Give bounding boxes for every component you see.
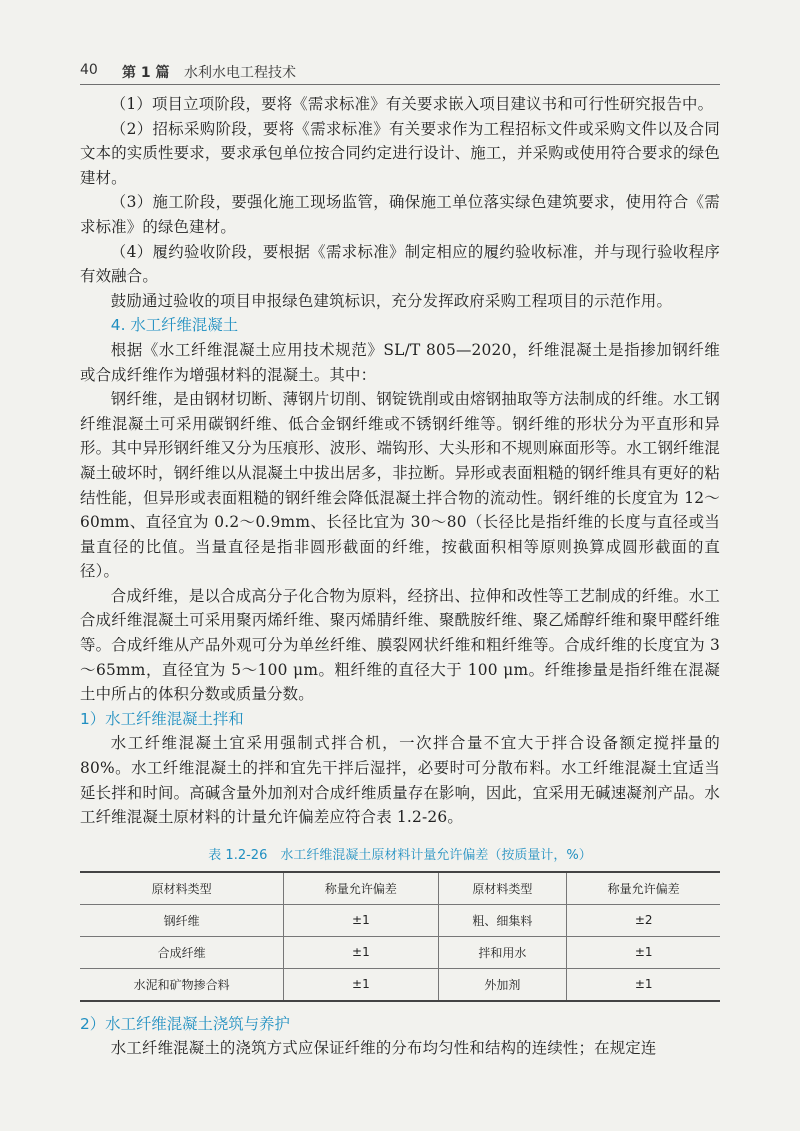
paragraph-steel-fiber: 钢纤维，是由钢材切断、薄钢片切削、钢锭铣削或由熔钢抽取等方法制成的纤维。水工钢纤维混凝土可采用碳钢纤维、低合金钢纤维或不锈钢纤维等。钢纤维的形状分为平直形和异形。其中异形钢纤维又分为压痕形、波形、端钩形、大头形和不规则麻面形等。水工钢纤维混凝土破坏时，钢纤维以从混凝土中拔出居多，非拉断。异形或表面粗糙的钢纤维具有更好的粘结性能，但异形或表面粗糙的钢纤维会降低混凝土拌合物的流动性。钢纤维的长度宜为 12～60mm、直径宜为 0.2～0.9mm、长径比宜为 30～80（长径比是指纤维的长度与直径或当量直径的比值。当量直径是指非圆形截面的纤维，按截面积相等原则换算成圆形截面的直径）。 xyxy=(80,390,720,581)
page-number: 40 xyxy=(80,62,98,78)
paragraph-stage-3: （3）施工阶段，要强化施工现场监管，确保施工单位落实绿色建筑要求，使用符合《需求标准》的绿色建材。 xyxy=(80,193,720,236)
table-cell: ±1 xyxy=(284,936,438,968)
column-header: 原材料类型 xyxy=(80,872,284,905)
table-row xyxy=(80,904,720,936)
table-caption: 表 1.2-26 水工纤维混凝土原材料计量允许偏差（按质量计，%） xyxy=(208,847,592,863)
table-cell: ±2 xyxy=(567,904,720,936)
tolerance-table xyxy=(80,871,720,1002)
paragraph-definition: 根据《水工纤维混凝土应用技术规范》SL/T 805—2020，纤维混凝土是指掺加钢纤维或合成纤维作为增强材料的混凝土。其中： xyxy=(80,340,720,384)
page-body xyxy=(80,92,720,1061)
part-label: 第 1 篇 xyxy=(122,65,170,81)
table-cell: 外加剂 xyxy=(438,968,567,1001)
table-header-row xyxy=(80,872,720,905)
paragraph-synthetic-fiber: 合成纤维，是以合成高分子化合物为原料，经挤出、拉伸和改性等工艺制成的纤维。水工合成纤维混凝土可采用聚丙烯纤维、聚丙烯腈纤维、聚酰胺纤维、聚乙烯醇纤维和聚甲醛纤维等。合成纤维从产品外观可分为单丝纤维、膜裂网状纤维和粗纤维等。合成纤维的长度宜为 3～65mm，直径宜为 5～100 μm。粗纤维的直径大于 100 μm。纤维掺量是指纤维在混凝土中所占的体积分数或质量分数。 xyxy=(80,586,720,704)
header-divider xyxy=(80,84,720,85)
paragraph-mixing: 水工纤维混凝土宜采用强制式拌合机，一次拌合量不宜大于拌合设备额定搅拌量的 80%。水工纤维混凝土的拌和宜先干拌后湿拌，必要时可分散布料。水工纤维混凝土宜适当延长拌和时间。高碱含量外加剂对合成纤维质量存在影响，因此，宜采用无碱速凝剂产品。水工纤维混凝土原材料的计量允许偏差应符合表 1.2-26。 xyxy=(80,734,720,827)
column-header: 称量允许偏差 xyxy=(567,872,720,905)
section-heading-fiber-concrete: 4. 水工纤维混凝土 xyxy=(110,316,239,335)
paragraph-encouragement: 鼓励通过验收的项目申报绿色建筑标识，充分发挥政府采购工程项目的示范作用。 xyxy=(110,291,673,310)
table-row xyxy=(80,968,720,1001)
table-cell: 水泥和矿物掺合料 xyxy=(80,968,284,1001)
table-row xyxy=(80,936,720,968)
book-section-title: 水利水电工程技术 xyxy=(184,65,296,81)
paragraph-stage-4: （4）履约验收阶段，要根据《需求标准》制定相应的履约验收标准，并与现行验收程序有效融合。 xyxy=(80,242,720,286)
paragraph-stage-1: （1）项目立项阶段，要将《需求标准》有关要求嵌入项目建议书和可行性研究报告中。 xyxy=(110,95,714,113)
table-cell: 合成纤维 xyxy=(80,936,284,968)
subheading-mixing: 1）水工纤维混凝土拌和 xyxy=(80,709,244,728)
table-cell: 粗、细集料 xyxy=(438,904,567,936)
column-header: 称量允许偏差 xyxy=(284,872,438,905)
paragraph-stage-2: （2）招标采购阶段，要将《需求标准》有关要求作为工程招标文件或采购文件以及合同文本的实质性要求，要求承包单位按合同约定进行设计、施工，并采购或使用符合要求的绿色建材。 xyxy=(80,119,720,187)
table-cell: ±1 xyxy=(567,936,720,968)
table-cell: ±1 xyxy=(567,968,720,1001)
table-cell: ±1 xyxy=(284,968,438,1001)
paragraph-pouring: 水工纤维混凝土的浇筑方式应保证纤维的分布均匀性和结构的连续性；在规定连 xyxy=(110,1039,657,1058)
table-cell: 拌和用水 xyxy=(438,936,567,968)
column-header: 原材料类型 xyxy=(438,872,567,905)
subheading-pouring-curing: 2）水工纤维混凝土浇筑与养护 xyxy=(80,1014,290,1033)
running-header xyxy=(80,62,720,82)
table-cell: ±1 xyxy=(284,904,438,936)
table-cell: 钢纤维 xyxy=(80,904,284,936)
